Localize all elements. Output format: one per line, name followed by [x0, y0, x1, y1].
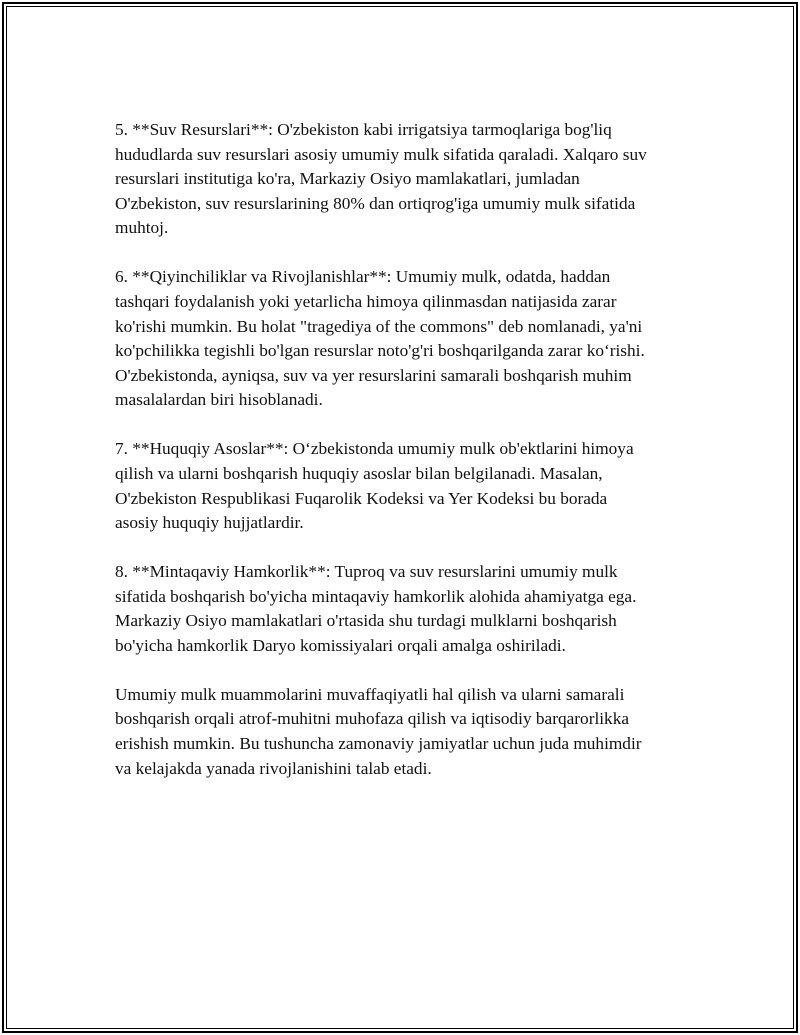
- text-line: muhtoj.: [115, 218, 169, 238]
- text-line: boshqarish orqali atrof-muhitni muhofaza qilish va iqtisodiy barqarorlikka: [115, 709, 629, 729]
- text-line: 8. **Mintaqaviy Hamkorlik**: Tuproq va suv resurslarini umumiy mulk: [115, 562, 618, 582]
- paragraph-xulosa: [115, 683, 695, 781]
- paragraph-mintaqaviy-hamkorlik: [115, 560, 695, 658]
- text-line: 5. **Suv Resurslari**: O'zbekiston kabi irrigatsiya tarmoqlariga bog'liq: [115, 120, 612, 139]
- text-line: ko'rishi mumkin. Bu holat "tragediya of the commons" deb nomlanadi, ya'ni: [115, 316, 643, 336]
- text-line: Markaziy Osiyo mamlakatlari o'rtasida shu turdagi mulklarni boshqarish: [115, 611, 617, 631]
- document-body: [115, 118, 695, 806]
- paragraph-suv-resurslari: [115, 118, 695, 241]
- text-line: tashqari foydalanish yoki yetarlicha himoya qilinmasdan natijasida zarar: [115, 291, 617, 311]
- paragraph-huquqiy-asoslar: [115, 437, 695, 535]
- text-line: 6. **Qiyinchiliklar va Rivojlanishlar**: Umumiy mulk, odatda, haddan: [115, 267, 611, 287]
- paragraph-qiyinchiliklar: [115, 265, 695, 413]
- text-line: erishish mumkin. Bu tushuncha zamonaviy jamiyatlar uchun juda muhimdir: [115, 734, 642, 754]
- text-line: qilish va ularni boshqarish huquqiy asoslar bilan belgilanadi. Masalan,: [115, 463, 603, 483]
- text-line: O'zbekiston Respublikasi Fuqarolik Kodeksi va Yer Kodeksi bu borada: [115, 488, 608, 508]
- text-line: sifatida boshqarish bo'yicha mintaqaviy hamkorlik alohida ahamiyatga ega.: [115, 586, 637, 606]
- text-line: O'zbekistonda, ayniqsa, suv va yer resurslarini samarali boshqarish muhim: [115, 365, 632, 385]
- text-line: asosiy huquqiy hujjatlardir.: [115, 513, 304, 533]
- text-line: ko'pchilikka tegishli bo'lgan resurslar noto'g'ri boshqarilganda zarar ko‘rishi.: [115, 341, 645, 361]
- text-line: va kelajakda yanada rivojlanishini talab etadi.: [115, 758, 432, 778]
- text-line: bo'yicha hamkorlik Daryo komissiyalari orqali amalga oshiriladi.: [115, 635, 566, 655]
- text-line: resurslari institutiga ko'ra, Markaziy Osiyo mamlakatlari, jumladan: [115, 169, 580, 189]
- text-line: 7. **Huquqiy Asoslar**: O‘zbekistonda umumiy mulk ob'ektlarini himoya: [115, 439, 634, 459]
- text-line: masalalardan biri hisoblanadi.: [115, 390, 323, 410]
- text-line: Umumiy mulk muammolarini muvaffaqiyatli hal qilish va ularni samarali: [115, 684, 625, 704]
- text-line: O'zbekiston, suv resurslarining 80% dan ortiqrog'iga umumiy mulk sifatida: [115, 193, 636, 213]
- text-line: hududlarda suv resurslari asosiy umumiy mulk sifatida qaraladi. Xalqaro suv: [115, 144, 647, 164]
